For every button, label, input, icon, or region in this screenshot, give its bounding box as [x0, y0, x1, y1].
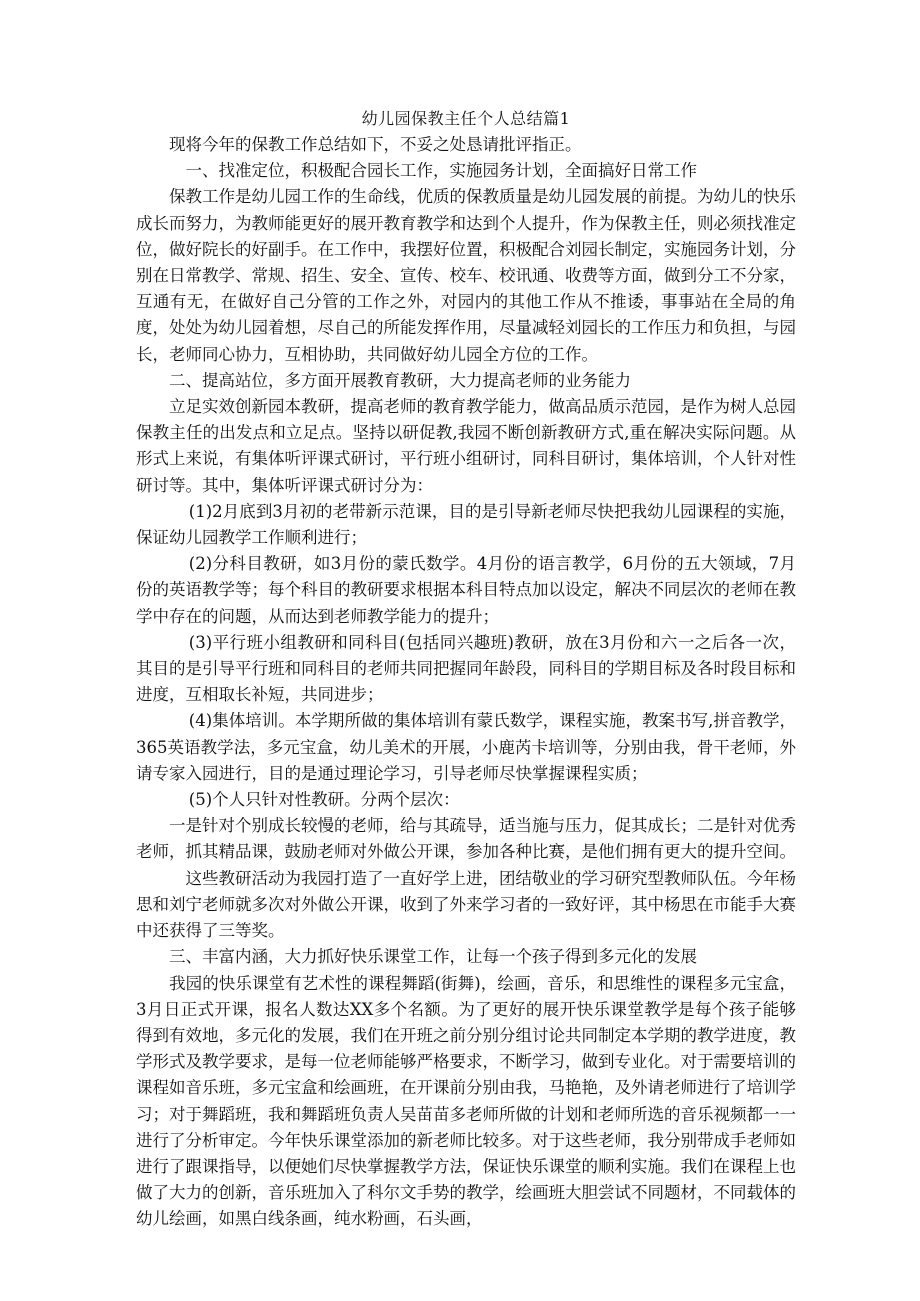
section-heading-3: 三、丰富内涵，大力抓好快乐课堂工作，让每一个孩子得到多元化的发展 [169, 947, 697, 967]
document-page [136, 106, 796, 1233]
body-paragraph: 立足实效创新园本教研，提高老师的教育教学能力，做高品质示范园，是作为树人总园保教主任的出发点和立足点。坚持以研促教,我园不断创新教研方式,重在解决实际问题。从形式上来说，有集体听评课式研讨，平行班小组研讨，同科目研讨，集体培训，个人针对性研讨等。其中，集体听评课式研讨分为： [136, 397, 796, 495]
section-heading-2: 二、提高站位，多方面开展教育教研，大力提高老师的业务能力 [169, 370, 631, 390]
list-item: (1)2月底到3月初的老带新示范课，目的是引导新老师尽快把我幼儿园课程的实施，保证幼儿园教学工作顺利进行； [136, 501, 796, 548]
body-paragraph: 这些教研活动为我园打造了一直好学上进，团结敬业的学习研究型教师队伍。今年杨思和刘宁老师就多次对外做公开课，收到了外来学习者的一致好评，其中杨思在市能手大赛中还获得了三等奖。 [136, 868, 796, 941]
section-heading-1: 一、找准定位，积极配合园长工作，实施园务计划，全面搞好日常工作 [185, 161, 697, 181]
document-title: 幼儿园保教主任个人总结篇1 [361, 109, 571, 128]
list-item: (5)个人只针对性教研。分两个层次： [188, 790, 460, 810]
intro-paragraph: 现将今年的保教工作总结如下，不妥之处恳请批评指正。 [169, 135, 582, 154]
list-item: (2)分科目教研，如3月份的蒙氏数学。4月份的语言教学，6月份的五大领域，7月份的英语教学等；每个科目的教研要求根据本科目特点加以设定，解决不同层次的老师在教学中存在的问题，从而达到老师教学能力的提升； [136, 554, 796, 626]
list-item: (4)集体培训。本学期所做的集体培训有蒙氏数学，课程实施，教案书写,拼音教学，365英语教学法，多元宝盒，幼儿美术的开展，小鹿芮卡培训等，分别由我，骨干老师，外请专家入园进行，目的是通过理论学习，引导老师尽快掌握课程实质； [136, 711, 796, 783]
body-paragraph: 我园的快乐课堂有艺术性的课程舞蹈(街舞)，绘画，音乐，和思维性的课程多元宝盒，3月日正式开课，报名人数达XX多个名额。为了更好的展开快乐课堂教学是每个孩子能够得到有效地，多元化的发展，我们在开班之前分别分组讨论共同制定本学期的教学进度，教学形式及教学要求，是每一位老师能够严格要求，不断学习，做到专业化。对于需要培训的课程如音乐班，多元宝盒和绘画班，在开课前分别由我，马艳艳，及外请老师进行了培训学习；对于舞蹈班，我和舞蹈班负责人吴苗苗多老师所做的计划和老师所选的音乐视频都一一进行了分析审定。今年快乐课堂添加的新老师比较多。对于这些老师，我分别带成手老师如进行了跟课指导，以便她们尽快掌握教学方法，保证快乐课堂的顺利实施。我们在课程上也做了大力的创新，音乐班加入了科尔文手势的教学，绘画班大胆尝试不同题材，不同载体的幼儿绘画，如黑白线条画，纯水粉画，石头画， [136, 973, 796, 1229]
list-item: (3)平行班小组教研和同科目(包括同兴趣班)教研，放在3月份和六一之后各一次，其目的是引导平行班和同科目的老师共同把握同年龄段，同科目的学期目标及各时段目标和进度，互相取长补短，共同进步； [136, 632, 796, 705]
body-paragraph: 一是针对个别成长较慢的老师，给与其疏导，适当施与压力，促其成长；二是针对优秀老师，抓其精品课，鼓励老师对外做公开课，参加各种比赛，是他们拥有更大的提升空间。 [136, 816, 796, 862]
body-paragraph: 保教工作是幼儿园工作的生命线，优质的保教质量是幼儿园发展的前提。为幼儿的快乐成长而努力，为教师能更好的展开教育教学和达到个人提升，作为保教主任，则必须找准定位，做好院长的好副手。在工作中，我摆好位置，积极配合刘园长制定，实施园务计划，分别在日常教学、常规、招生、安全、宣传、校车、校讯通、收费等方面，做到分工不分家，互通有无，在做好自己分管的工作之外，对园内的其他工作从不推诿，事事站在全局的角度，处处为幼儿园着想，尽自己的所能发挥作用，尽量减轻刘园长的工作压力和负担，与园长，老师同心协力，互相协助，共同做好幼儿园全方位的工作。 [136, 187, 796, 364]
